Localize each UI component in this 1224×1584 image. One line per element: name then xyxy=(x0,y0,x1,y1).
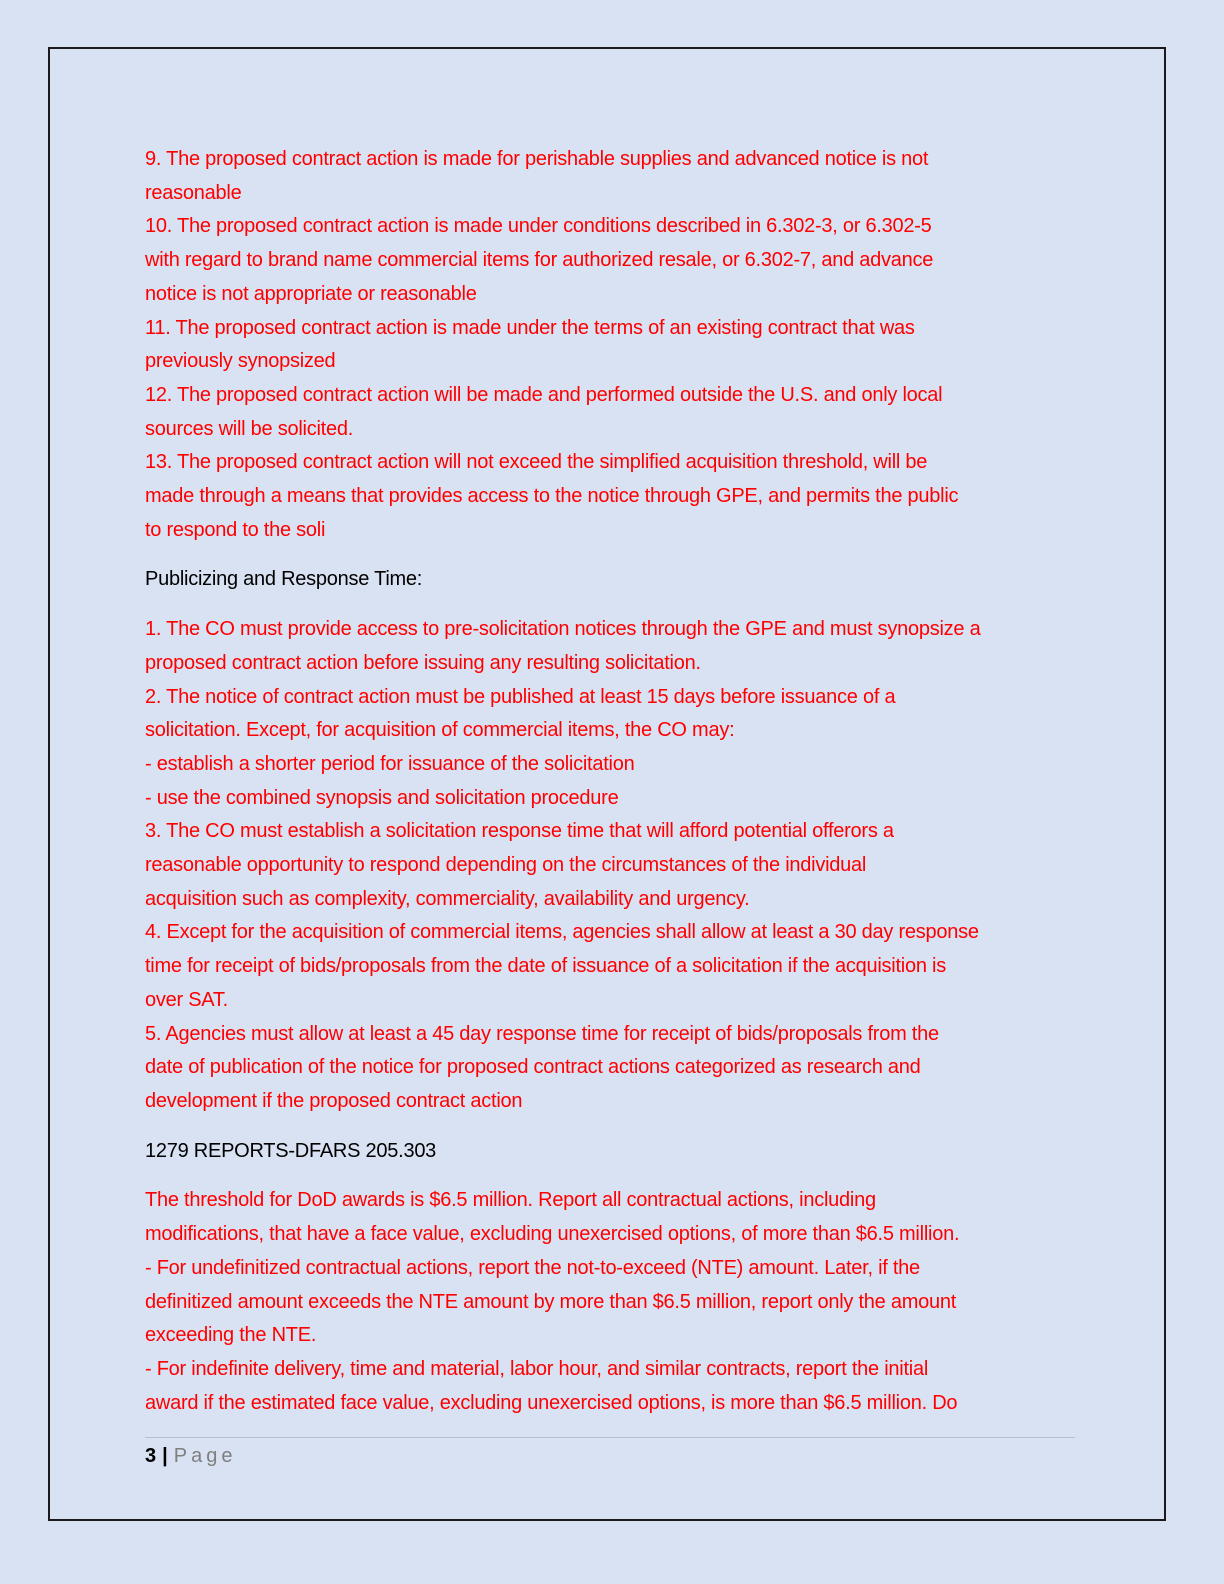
text-line: sources will be solicited. xyxy=(145,417,354,440)
text-line: modifications, that have a face value, excluding unexercised options, of more than $6.5 million. xyxy=(145,1223,960,1246)
text-line: 13. The proposed contract action will not exceed the simplified acquisition threshold, will be xyxy=(145,451,928,474)
text-line: 10. The proposed contract action is made under conditions described in 6.302-3, or 6.302-5 xyxy=(145,215,932,238)
heading-text: Publicizing and Response Time: xyxy=(145,568,423,591)
page-label: Page xyxy=(173,1445,237,1467)
text-line: with regard to brand name commercial items for authorized resale, or 6.302-7, and advance xyxy=(145,249,934,272)
text-line: exceeding the NTE. xyxy=(145,1324,317,1347)
text-line: acquisition such as complexity, commerciality, availability and urgency. xyxy=(145,887,750,910)
text-line: over SAT. xyxy=(145,988,228,1011)
criteria-list xyxy=(145,143,1080,547)
document-page xyxy=(48,47,1166,1521)
text-line: 5. Agencies must allow at least a 45 day response time for receipt of bids/proposals from the xyxy=(145,1022,939,1045)
text-line: development if the proposed contract action xyxy=(145,1089,523,1112)
text-line: 1. The CO must provide access to pre-solicitation notices through the GPE and must synopsize a xyxy=(145,618,981,641)
heading-text: 1279 REPORTS-DFARS 205.303 xyxy=(145,1139,437,1162)
page-number: 3 xyxy=(145,1445,157,1467)
paragraph-spacer xyxy=(145,1119,1080,1135)
text-line: - For indefinite delivery, time and material, labor hour, and similar contracts, report the initial xyxy=(145,1357,929,1380)
text-line: 2. The notice of contract action must be published at least 15 days before issuance of a xyxy=(145,685,896,708)
text-line: - use the combined synopsis and solicitation procedure xyxy=(145,786,619,809)
text-line: date of publication of the notice for proposed contract actions categorized as research and xyxy=(145,1056,921,1079)
paragraph-spacer xyxy=(145,547,1080,563)
publicizing-list xyxy=(145,613,1080,1119)
footer-separator: | xyxy=(162,1445,168,1467)
section-heading-reports xyxy=(145,1135,1080,1169)
text-line: reasonable opportunity to respond depending on the circumstances of the individual xyxy=(145,854,867,877)
text-line: made through a means that provides access to the notice through GPE, and permits the public xyxy=(145,485,959,508)
reports-paragraph xyxy=(145,1184,1080,1420)
footer-divider xyxy=(145,1437,1075,1438)
text-line: 9. The proposed contract action is made for perishable supplies and advanced notice is not xyxy=(145,148,929,170)
text-line: to respond to the soli xyxy=(145,518,326,541)
text-line: previously synopsized xyxy=(145,350,336,373)
text-line: - For undefinitized contractual actions, report the not-to-exceed (NTE) amount. Later, if the xyxy=(145,1256,920,1279)
text-line: 12. The proposed contract action will be made and performed outside the U.S. and only local xyxy=(145,383,943,406)
text-line: - establish a shorter period for issuance of the solicitation xyxy=(145,752,635,775)
paragraph-spacer xyxy=(145,597,1080,613)
text-line: proposed contract action before issuing any resulting solicitation. xyxy=(145,651,701,674)
text-line: definitized amount exceeds the NTE amount by more than $6.5 million, report only the amount xyxy=(145,1290,957,1313)
page-content xyxy=(145,143,1080,1420)
text-line: solicitation. Except, for acquisition of commercial items, the CO may: xyxy=(145,719,735,742)
text-line: 11. The proposed contract action is made under the terms of an existing contract that was xyxy=(145,316,915,339)
text-line: reasonable xyxy=(145,181,242,204)
text-line: The threshold for DoD awards is $6.5 million. Report all contractual actions, including xyxy=(145,1189,876,1212)
page-footer xyxy=(145,1441,236,1471)
text-line: award if the estimated face value, excluding unexercised options, is more than $6.5 million. Do xyxy=(145,1391,958,1414)
section-heading-publicizing xyxy=(145,563,1080,597)
text-line: 4. Except for the acquisition of commercial items, agencies shall allow at least a 30 day response xyxy=(145,921,979,944)
text-line: time for receipt of bids/proposals from the date of issuance of a solicitation if the acquisition is xyxy=(145,955,946,978)
text-line: notice is not appropriate or reasonable xyxy=(145,282,477,305)
text-line: 3. The CO must establish a solicitation response time that will afford potential offerors a xyxy=(145,820,894,843)
paragraph-spacer xyxy=(145,1168,1080,1184)
